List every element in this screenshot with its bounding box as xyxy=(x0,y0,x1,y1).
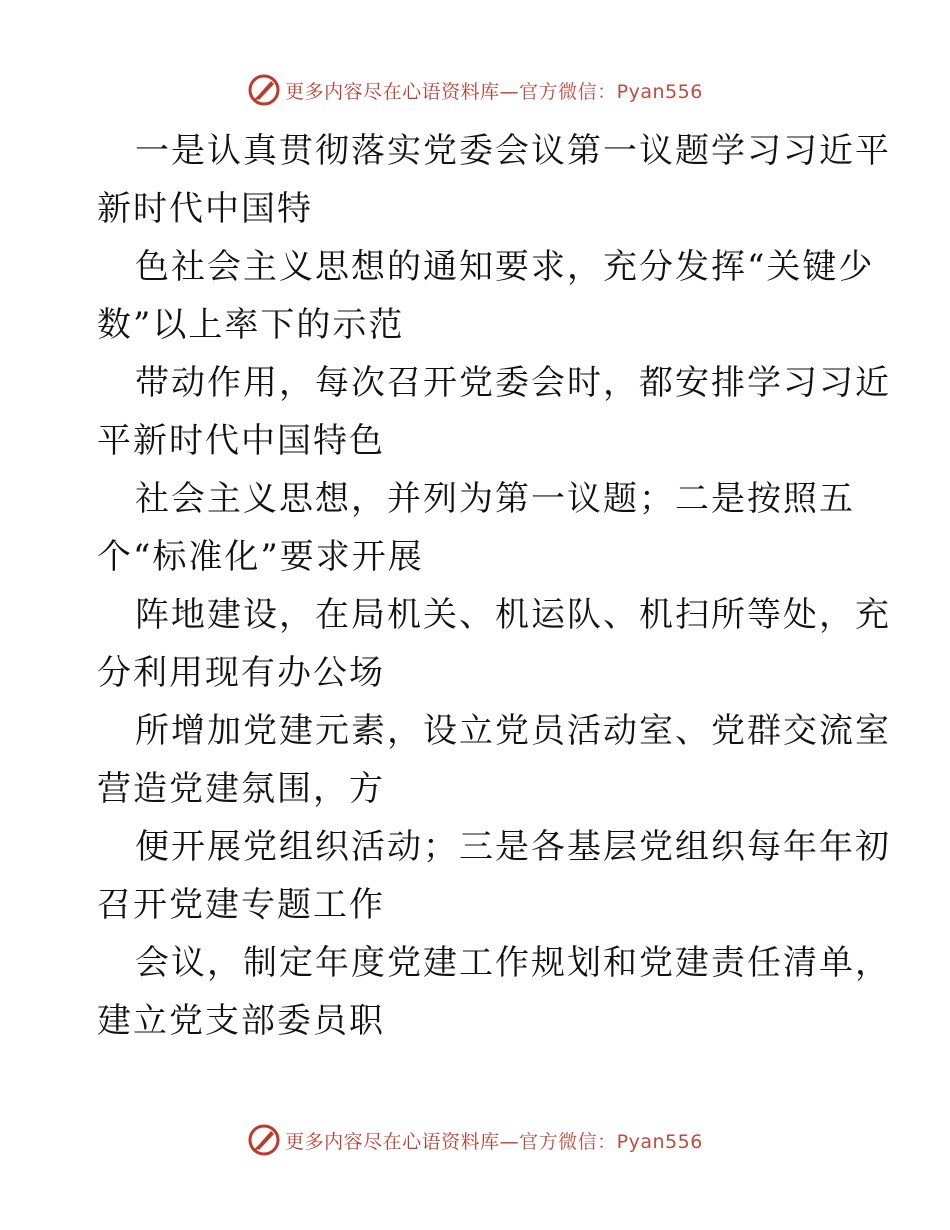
quill-logo-icon xyxy=(247,1123,281,1157)
header-watermark xyxy=(0,70,950,110)
watermark-wechat: 官方微信：Pyan556 xyxy=(519,1130,703,1153)
paragraph xyxy=(97,702,891,818)
paragraph xyxy=(97,818,891,934)
paragraph-line: 所增加党建元素，设立党员活动室、党群交流室 xyxy=(135,711,891,751)
footer-watermark xyxy=(0,1120,950,1160)
paragraph xyxy=(97,122,891,238)
paragraph-line: 分利用现有办公场 xyxy=(97,653,385,693)
paragraph-line: 会议，制定年度党建工作规划和党建责任清单， xyxy=(135,943,891,983)
watermark-text: 更多内容尽在心语资料库—官方微信：Pyan556 xyxy=(285,1130,703,1153)
paragraph-line: 个“标准化”要求开展 xyxy=(97,537,424,577)
watermark-wechat: 官方微信：Pyan556 xyxy=(519,80,703,103)
paragraph-line: 一是认真贯彻落实党委会议第一议题学习习近平 xyxy=(135,131,891,171)
paragraph-line: 新时代中国特 xyxy=(97,189,313,229)
paragraph-line: 数”以上率下的示范 xyxy=(97,305,405,345)
paragraph xyxy=(97,354,891,470)
quill-logo-icon xyxy=(247,73,281,107)
paragraph-line: 建立党支部委员职 xyxy=(97,1001,385,1041)
paragraph-line: 便开展党组织活动；三是各基层党组织每年年初 xyxy=(135,827,891,867)
paragraph-line: 社会主义思想，并列为第一议题；二是按照五 xyxy=(135,479,855,519)
paragraph-line: 营造党建氛围，方 xyxy=(97,769,385,809)
paragraph-line: 色社会主义思想的通知要求，充分发挥“关键少 xyxy=(135,247,875,287)
document-body xyxy=(97,122,891,1050)
paragraph xyxy=(97,586,891,702)
paragraph xyxy=(97,934,891,1050)
watermark-text: 更多内容尽在心语资料库—官方微信：Pyan556 xyxy=(285,80,703,103)
paragraph xyxy=(97,470,857,586)
paragraph-line: 阵地建设，在局机关、机运队、机扫所等处，充 xyxy=(135,595,891,635)
paragraph-line: 平新时代中国特色 xyxy=(97,421,385,461)
paragraph-line: 召开党建专题工作 xyxy=(97,885,385,925)
paragraph-line: 带动作用，每次召开党委会时，都安排学习习近 xyxy=(135,363,891,403)
paragraph xyxy=(97,238,875,354)
